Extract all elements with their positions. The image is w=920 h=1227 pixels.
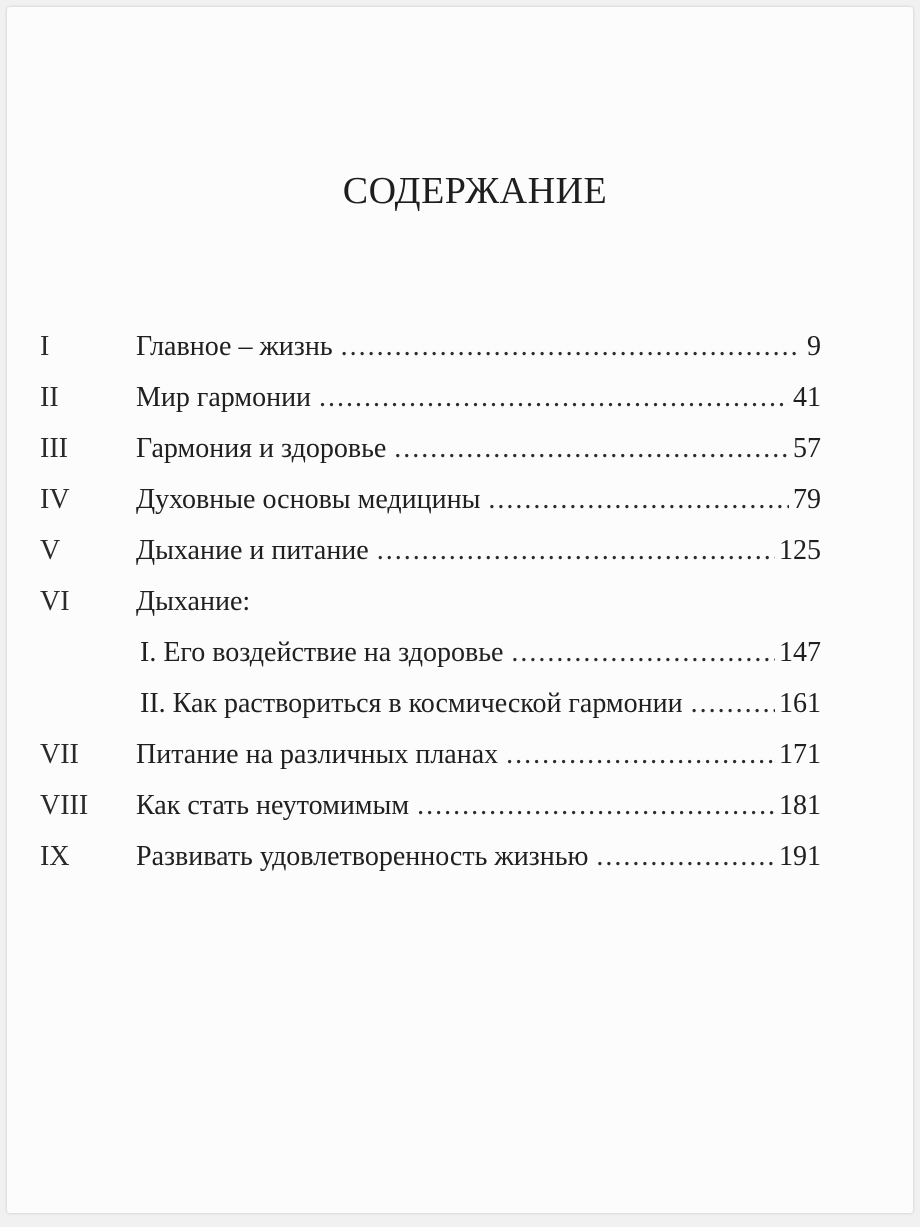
- toc-numeral: IX: [40, 841, 70, 872]
- toc-entry: [136, 576, 821, 627]
- toc-entry-title: Дыхание:: [136, 586, 251, 617]
- toc-numeral: IV: [40, 484, 70, 515]
- toc-entry: [136, 729, 821, 780]
- toc-dot-leader: [319, 372, 789, 423]
- toc-page-number: 125: [779, 535, 821, 566]
- toc-entry: [136, 321, 821, 372]
- toc-dot-leader: [596, 831, 775, 882]
- toc-entry: [136, 780, 821, 831]
- toc-entry: [136, 423, 821, 474]
- toc-numeral: II: [40, 382, 59, 413]
- toc-entry-title: Мир гармонии: [136, 382, 312, 413]
- toc-page-number: 191: [779, 841, 821, 872]
- toc-dot-leader: [377, 525, 775, 576]
- toc-entry-title: Гармония и здоровье: [136, 433, 387, 464]
- toc-entry-title: Развивать удовлетворенность жизнью: [136, 841, 589, 872]
- toc-entry-title: I. Его воздействие на здоровье: [140, 637, 504, 668]
- book-page: [7, 7, 913, 1213]
- toc-entry-title: Питание на различных планах: [136, 739, 499, 770]
- toc-page-number: 161: [779, 688, 821, 719]
- toc-dot-leader: [511, 627, 775, 678]
- toc-entry-title: Дыхание и питание: [136, 535, 369, 566]
- toc-numeral: III: [40, 433, 68, 464]
- toc-page-number: 79: [793, 484, 821, 515]
- toc-row: [40, 474, 821, 525]
- toc-row: [40, 321, 821, 372]
- table-of-contents: [40, 321, 821, 882]
- toc-dot-leader: [341, 321, 797, 372]
- toc-entry-title: Как стать неутомимым: [136, 790, 410, 821]
- toc-row: [40, 423, 821, 474]
- toc-numeral: VI: [40, 586, 70, 617]
- toc-dot-leader: [488, 474, 789, 525]
- toc-entry-title: Главное – жизнь: [136, 331, 333, 362]
- toc-sub-entry: [140, 678, 821, 729]
- toc-dot-leader: [691, 678, 775, 729]
- toc-dot-leader: [394, 423, 789, 474]
- toc-page-number: 41: [793, 382, 821, 413]
- toc-numeral: VII: [40, 739, 79, 770]
- toc-entry-title: Духовные основы медицины: [136, 484, 481, 515]
- toc-row: [40, 831, 821, 882]
- toc-entry: [136, 831, 821, 882]
- toc-row: [40, 678, 821, 729]
- toc-entry: [136, 474, 821, 525]
- toc-entry: [136, 525, 821, 576]
- toc-numeral: V: [40, 535, 61, 566]
- toc-row: [40, 525, 821, 576]
- toc-entry-title: II. Как раствориться в космической гармонии: [140, 688, 683, 719]
- toc-numeral: VIII: [40, 790, 89, 821]
- toc-row: [40, 372, 821, 423]
- toc-page-number: 181: [779, 790, 821, 821]
- toc-page-number: 147: [779, 637, 821, 668]
- toc-page-number: 9: [807, 331, 821, 362]
- toc-dot-leader: [417, 780, 775, 831]
- toc-sub-entry: [140, 627, 821, 678]
- toc-row: [40, 627, 821, 678]
- toc-numeral: I: [40, 331, 50, 362]
- toc-page-number: 171: [779, 739, 821, 770]
- toc-entry: [136, 372, 821, 423]
- toc-row: [40, 780, 821, 831]
- toc-page-number: 57: [793, 433, 821, 464]
- toc-dot-leader: [506, 729, 775, 780]
- toc-row: [40, 576, 821, 627]
- toc-row: [40, 729, 821, 780]
- page-title: СОДЕРЖАНИЕ: [342, 170, 608, 212]
